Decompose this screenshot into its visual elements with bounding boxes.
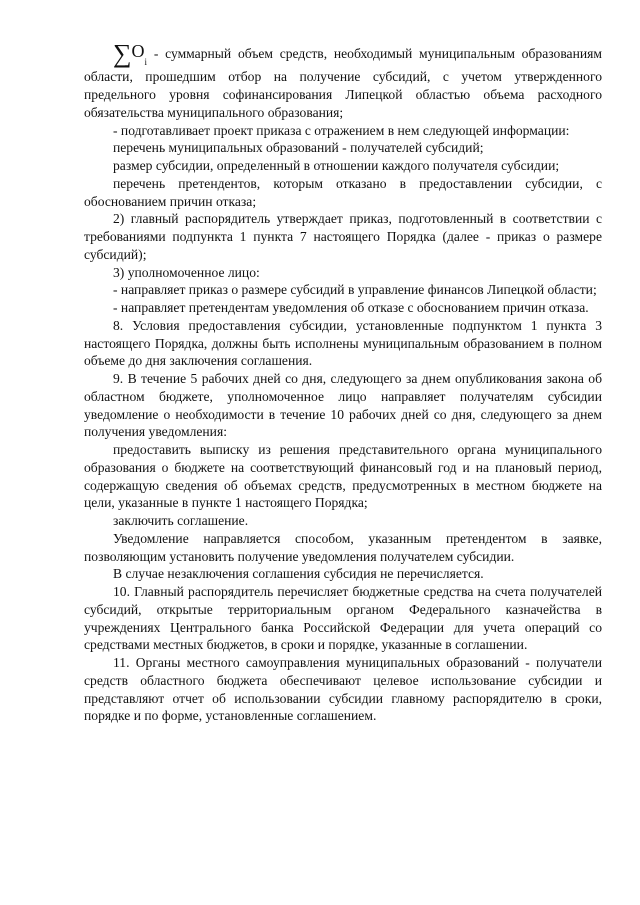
- paragraph: предоставить выписку из решения представительного органа муниципального образования о бюджете на соответствующий финансовый год и на плановый период, содержащую сведения об объемах средств, предусмотренных в местном бюджете на цели, указанные в пункте 1 настоящего Порядка;: [84, 442, 602, 511]
- paragraph: 8. Условия предоставления субсидии, установленные подпунктом 1 пункта 3 настоящего Порядка, должны быть исполнены муниципальным образованием в полном объеме до дня заключения соглашения.: [84, 317, 602, 369]
- paragraph: заключить соглашение.: [113, 513, 249, 529]
- sum-symbol: ∑: [113, 39, 132, 68]
- paragraph: перечень претендентов, которым отказано в предоставлении субсидии, с обоснованием причин отказа;: [84, 175, 602, 209]
- paragraph: - подготавливает проект приказа с отражением в нем следующей информации:: [113, 122, 570, 138]
- paragraph: 10. Главный распорядитель перечисляет бюджетные средства на счета получателей субсидий, открытые территориальным органом Федерального казначейства в учреждениях Центрального банка Российской Федерации для учета операций со средствами местных бюджетов, в сроки и порядке, указанные в соглашении.: [84, 584, 602, 653]
- paragraph: 3) уполномоченное лицо:: [113, 264, 260, 280]
- sum-subscript: i: [144, 56, 148, 67]
- paragraph: 9. В течение 5 рабочих дней со дня, следующего за днем опубликования закона об областном бюджете, уполномоченное лицо направляет получателям субсидии уведомление о необходимости в течение 10 рабочих дней со дня, следующего за днем получения уведомления:: [84, 371, 602, 440]
- paragraph: размер субсидии, определенный в отношении каждого получателя субсидии;: [113, 158, 560, 174]
- paragraph: перечень муниципальных образований - получателей субсидий;: [113, 140, 484, 156]
- paragraph: - направляет приказ о размере субсидий в управление финансов Липецкой области;: [113, 282, 597, 298]
- paragraph: В случае незаключения соглашения субсидия не перечисляется.: [113, 566, 484, 582]
- document-page: [84, 41, 602, 725]
- paragraph: 2) главный распорядитель утверждает приказ, подготовленный в соответствии с требованиями подпункта 1 пункта 7 настоящего Порядка (далее - приказ о размере субсидий);: [84, 211, 602, 262]
- paragraph: Уведомление направляется способом, указанным претендентом в заявке, позволяющим установить получение уведомления получателем субсидии.: [84, 530, 602, 564]
- sum-letter: O: [131, 41, 145, 61]
- formula-paragraph: [84, 41, 602, 122]
- paragraph: 11. Органы местного самоуправления муниципальных образований - получатели средств областного бюджета обеспечивают целевое использование субсидии и представляют отчет об использовании субсидии главному распорядителю в сроки, порядке и по форме, установленные соглашением.: [84, 655, 602, 724]
- paragraph: - направляет претендентам уведомления об отказе с обоснованием причин отказа.: [113, 300, 589, 316]
- paragraph-text: - суммарный объем средств, необходимый муниципальным образованиям области, прошедшим отбор на получение субсидий, с учетом утвержденного предельного уровня софинансирования Липецкой областью объема расходного обязательства муниципального образования;: [84, 46, 602, 120]
